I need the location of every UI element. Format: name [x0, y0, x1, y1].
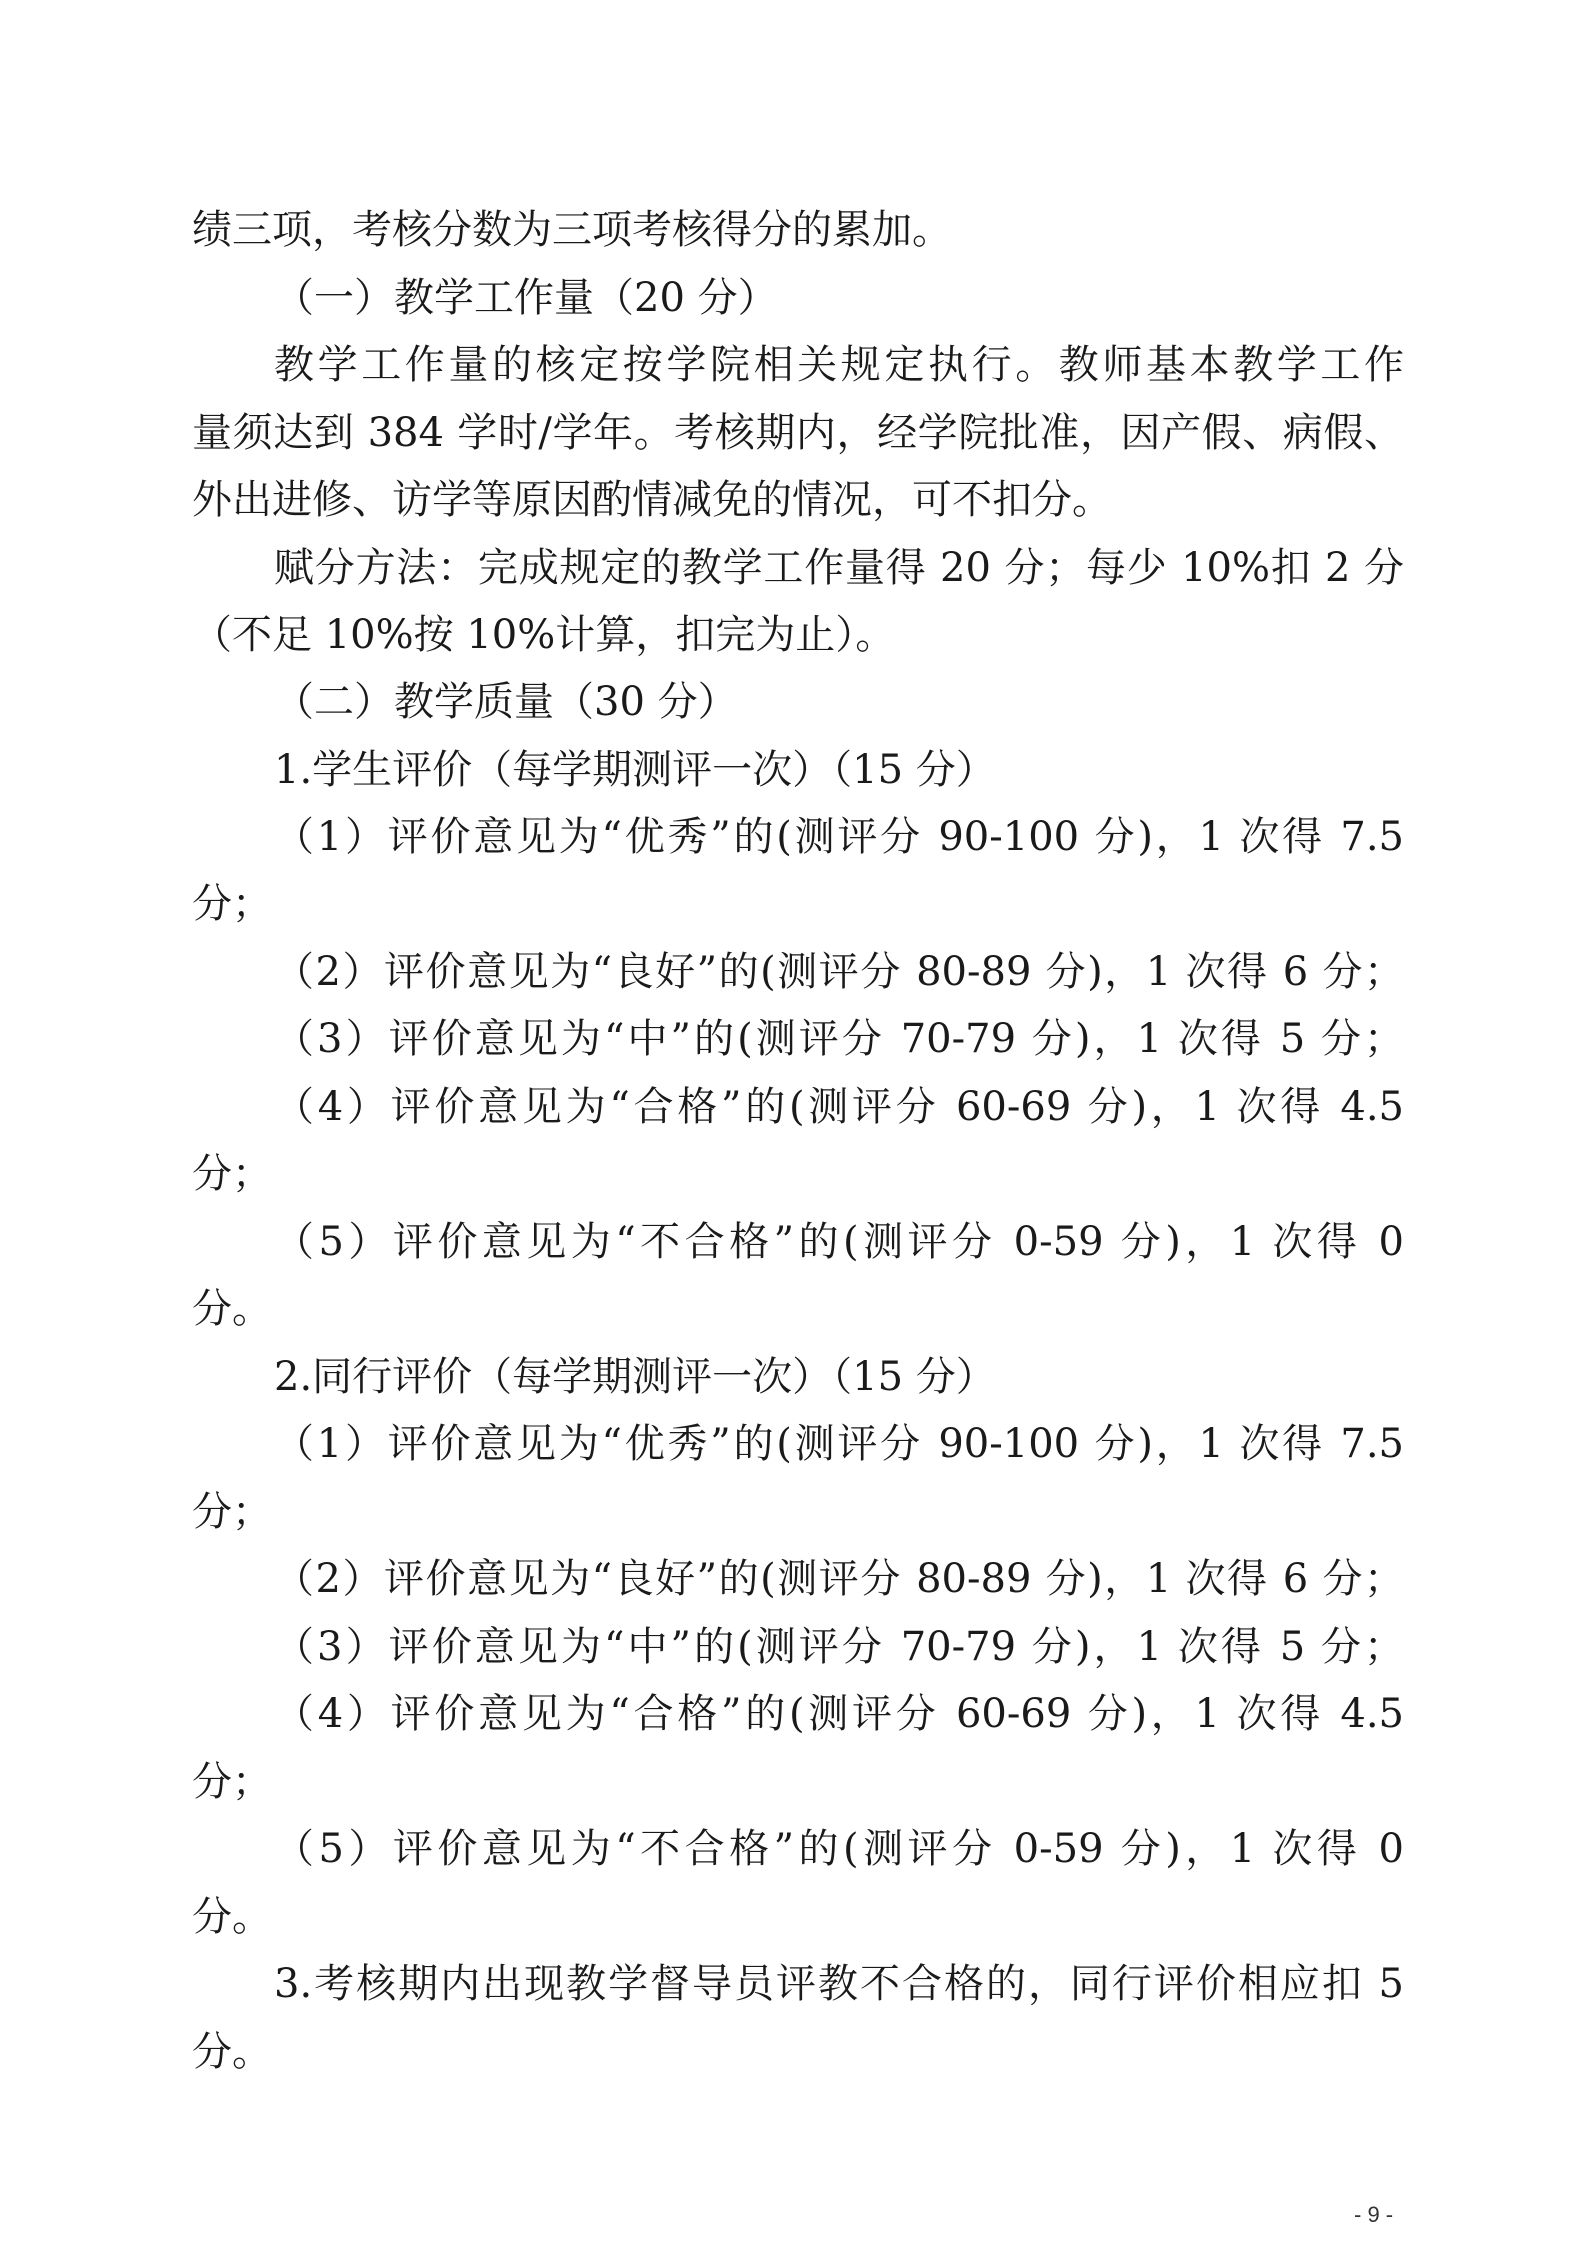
section-heading-teaching-workload: （一）教学工作量（20 分） — [274, 275, 778, 321]
list-item-continuation: 分； — [192, 1151, 272, 1197]
list-item-continuation: 分； — [192, 1759, 272, 1805]
list-item-continuation: 分。 — [192, 1894, 272, 1940]
section-heading-teaching-quality: （二）教学质量（30 分） — [274, 679, 738, 725]
paragraph-line: 量须达到 384 学时/学年。考核期内，经学院批准，因产假、病假、 — [192, 410, 1404, 456]
list-item: （1）评价意见为“优秀”的(测评分 90-100 分)，1 次得 7.5 — [274, 814, 1404, 860]
list-item: （4）评价意见为“合格”的(测评分 60-69 分)，1 次得 4.5 — [274, 1691, 1404, 1737]
list-item: （5）评价意见为“不合格”的(测评分 0-59 分)，1 次得 0 — [274, 1219, 1404, 1265]
paragraph-line: 赋分方法：完成规定的教学工作量得 20 分；每少 10%扣 2 分 — [274, 545, 1404, 591]
list-item: （4）评价意见为“合格”的(测评分 60-69 分)，1 次得 4.5 — [274, 1084, 1404, 1130]
paragraph-line: 3.考核期内出现教学督导员评教不合格的，同行评价相应扣 5 — [274, 1961, 1404, 2007]
page-number: - 9 - — [1354, 2202, 1394, 2227]
list-item: （3）评价意见为“中”的(测评分 70-79 分)，1 次得 5 分； — [274, 1016, 1404, 1062]
paragraph-line: 教学工作量的核定按学院相关规定执行。教师基本教学工作 — [274, 342, 1404, 388]
paragraph-line: 绩三项，考核分数为三项考核得分的累加。 — [192, 207, 952, 253]
paragraph-line: 外出进修、访学等原因酌情减免的情况，可不扣分。 — [192, 477, 1112, 523]
list-item-continuation: 分； — [192, 1489, 272, 1535]
list-item: （5）评价意见为“不合格”的(测评分 0-59 分)，1 次得 0 — [274, 1826, 1404, 1872]
paragraph-line: 分。 — [192, 2029, 272, 2075]
list-item: （2）评价意见为“良好”的(测评分 80-89 分)，1 次得 6 分； — [274, 1556, 1404, 1602]
list-item: （1）评价意见为“优秀”的(测评分 90-100 分)，1 次得 7.5 — [274, 1421, 1404, 1467]
paragraph-line: （不足 10%按 10%计算，扣完为止）。 — [192, 612, 896, 658]
list-item-continuation: 分； — [192, 881, 272, 927]
list-item-continuation: 分。 — [192, 1286, 272, 1332]
subsection-heading-student-evaluation: 1.学生评价（每学期测评一次）（15 分） — [274, 747, 996, 793]
list-item: （2）评价意见为“良好”的(测评分 80-89 分)，1 次得 6 分； — [274, 949, 1404, 995]
subsection-heading-peer-evaluation: 2.同行评价（每学期测评一次）（15 分） — [274, 1354, 996, 1400]
list-item: （3）评价意见为“中”的(测评分 70-79 分)，1 次得 5 分； — [274, 1624, 1404, 1670]
